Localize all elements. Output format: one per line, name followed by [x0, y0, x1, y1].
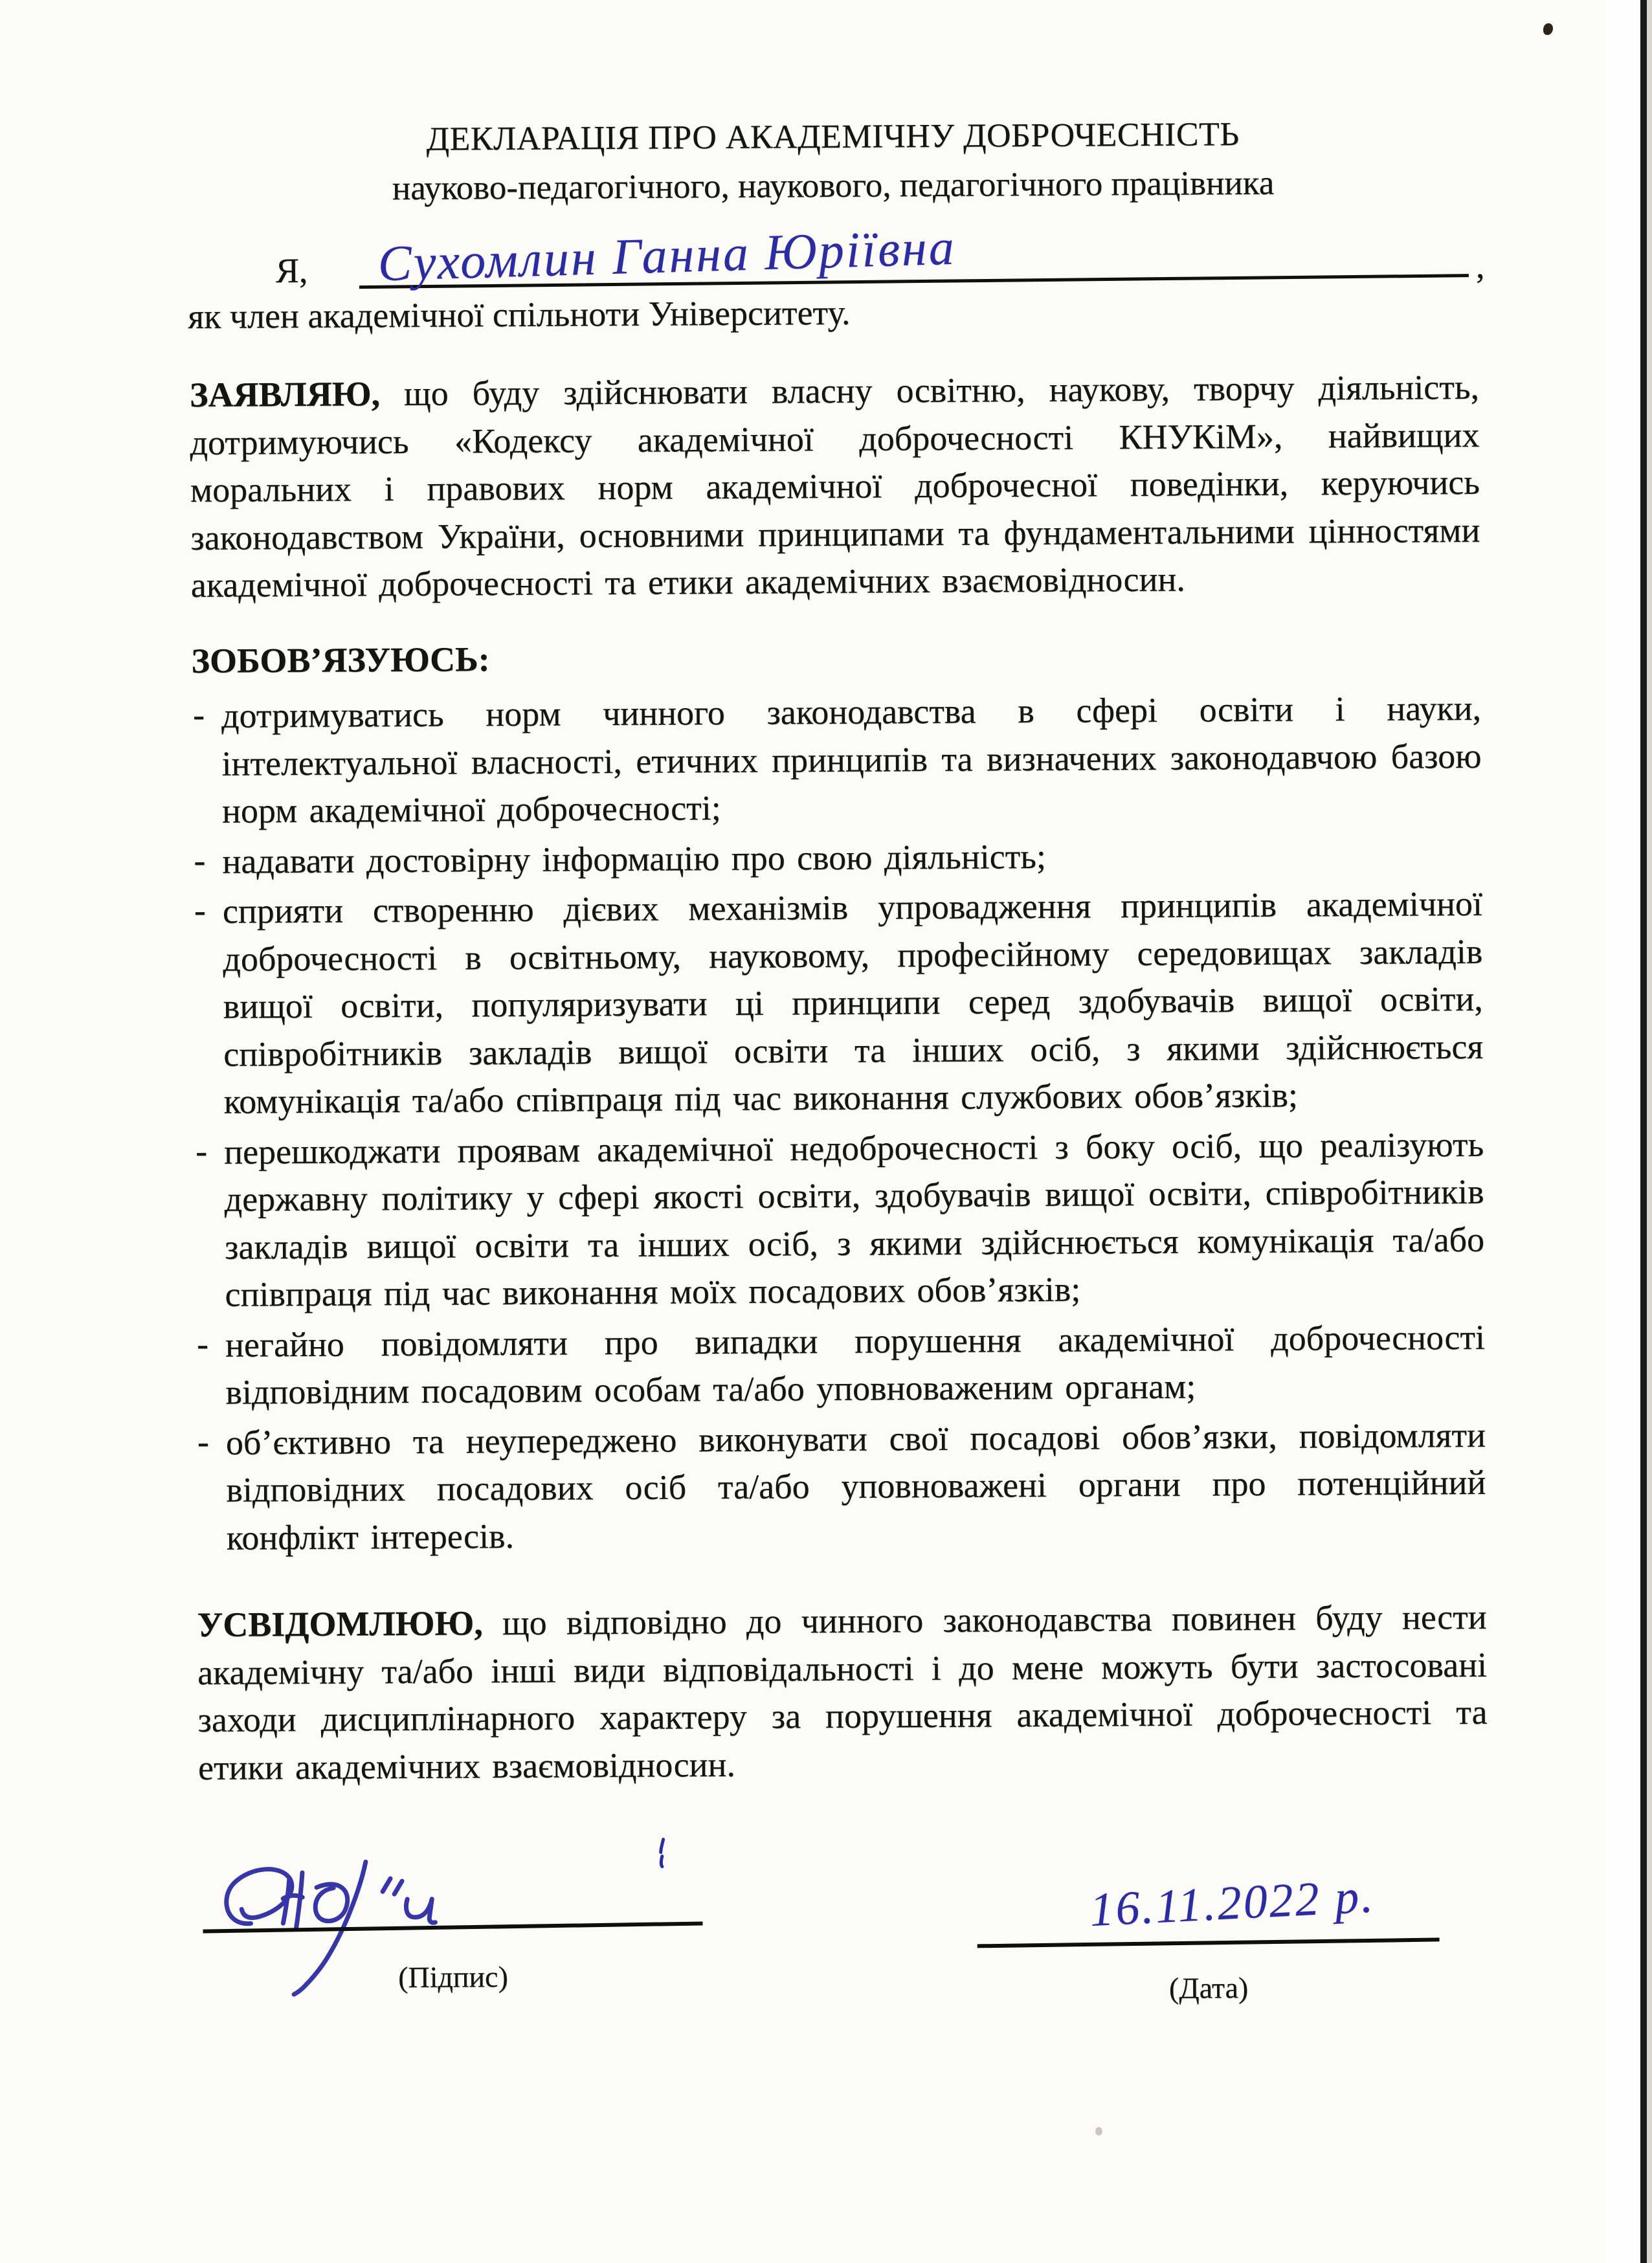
statement-lead: ЗАЯВЛЯЮ, — [189, 374, 381, 414]
title-block — [188, 114, 1478, 209]
bullet-dash: - — [192, 695, 205, 734]
scanner-edge-strip — [1647, 0, 1652, 2263]
obligation-item: - сприяти створенню дієвих механізмів упровадження принципів академічної доброчесності в освітньому, науковому, професійному середовищах закладів вищої освіти, популяризувати ці принципи серед здобувачів вищої освіти, співробітників закладів вищої освіти та інших осіб, з якими здійснюється комунікація та/або співпраця під час виконання службових обов’язків; — [194, 884, 1484, 1121]
scanner-edge-line — [1640, 0, 1647, 2263]
obligation-item: - об’єктивно та неупереджено виконувати свої посадові обов’язки, повідомляти відповідних посадових осіб та/або уповноважені органи про потенційний конфлікт інтересів. — [197, 1415, 1486, 1557]
bullet-dash: - — [196, 1324, 209, 1363]
statement-paragraph — [190, 364, 1480, 610]
statement-body: що буду здійснювати власну освітню, наукову, творчу діяльність, дотримуючись «Кодексу академічної доброчесності КНУКіМ», найвищих моральних і правових норм академічної доброчесної поведінки, керуючись законодавством України, основними принципами та фундаментальними цінностями академічної доброчесності та етики академічних взаємовідносин. — [190, 367, 1480, 605]
scan-smudge — [1095, 2127, 1102, 2135]
obligation-item: - перешкоджати проявам академічної недоброчесності з боку осіб, що реалізують державну політику у сфері якості освіти, здобувачів вищої освіти, співробітників закладів вищої освіти та інших осіб, з якими здійснюється комунікація та/або співпраця під час виконання моїх посадових обов’язків; — [195, 1124, 1485, 1314]
bullet-dash: - — [197, 1421, 210, 1461]
name-trailing-comma: , — [1475, 246, 1485, 285]
handwritten-signature — [213, 1857, 493, 2021]
obligation-item: - надавати достовірну інформацію про свою діяльність; — [192, 830, 1482, 886]
obligation-item: - негайно повідомляти про випадки порушення академічної доброчесності відповідним посадовим особам та/або уповноваженим органам; — [196, 1317, 1486, 1412]
acknowledgement-lead: УСВІДОМЛЮЮ, — [197, 1603, 483, 1644]
date-underline — [977, 1937, 1440, 1948]
acknowledgement-paragraph — [197, 1594, 1488, 1792]
signature-label: (Підпис) — [397, 1960, 508, 1994]
page-title: ДЕКЛАРАЦІЯ ПРО АКАДЕМІЧНУ ДОБРОЧЕСНІСТЬ — [426, 116, 1240, 158]
handwritten-date: 16.11.2022 р. — [1088, 1869, 1376, 1937]
obligations-heading: ЗОБОВ’ЯЗУЮСЬ: — [191, 640, 490, 680]
declarant-prefix: Я, — [275, 251, 308, 291]
scanner-edge-band — [1605, 0, 1640, 2263]
handwritten-name: Сухомлин Ганна Юріївна — [377, 218, 957, 292]
bullet-dash: - — [195, 1131, 208, 1170]
obligations-list — [192, 685, 1486, 1565]
date-label: (Дата) — [1168, 1971, 1249, 2005]
page-subtitle: науково-педагогічного, наукового, педагогічного працівника — [392, 164, 1275, 208]
bullet-dash: - — [194, 840, 206, 880]
bullet-dash: - — [194, 890, 206, 930]
obligation-item: - дотримуватись норм чинного законодавства в сфері освіти і науки, інтелектуальної власності, етичних принципів та визначених законодавчою базою норм академічної доброчесності; — [192, 688, 1482, 831]
ink-tick-mark — [654, 1835, 671, 1870]
membership-line: як член академічної спільноти Університету. — [188, 293, 851, 336]
acknowledgement-body: що відповідно до чинного законодавства повинен буду нести академічну та/або інші види відповідальності і до мене можуть бути застосовані заходи дисциплінарного характеру за порушення академічної доброчесності та етики академічних взаємовідносин. — [197, 1597, 1488, 1787]
